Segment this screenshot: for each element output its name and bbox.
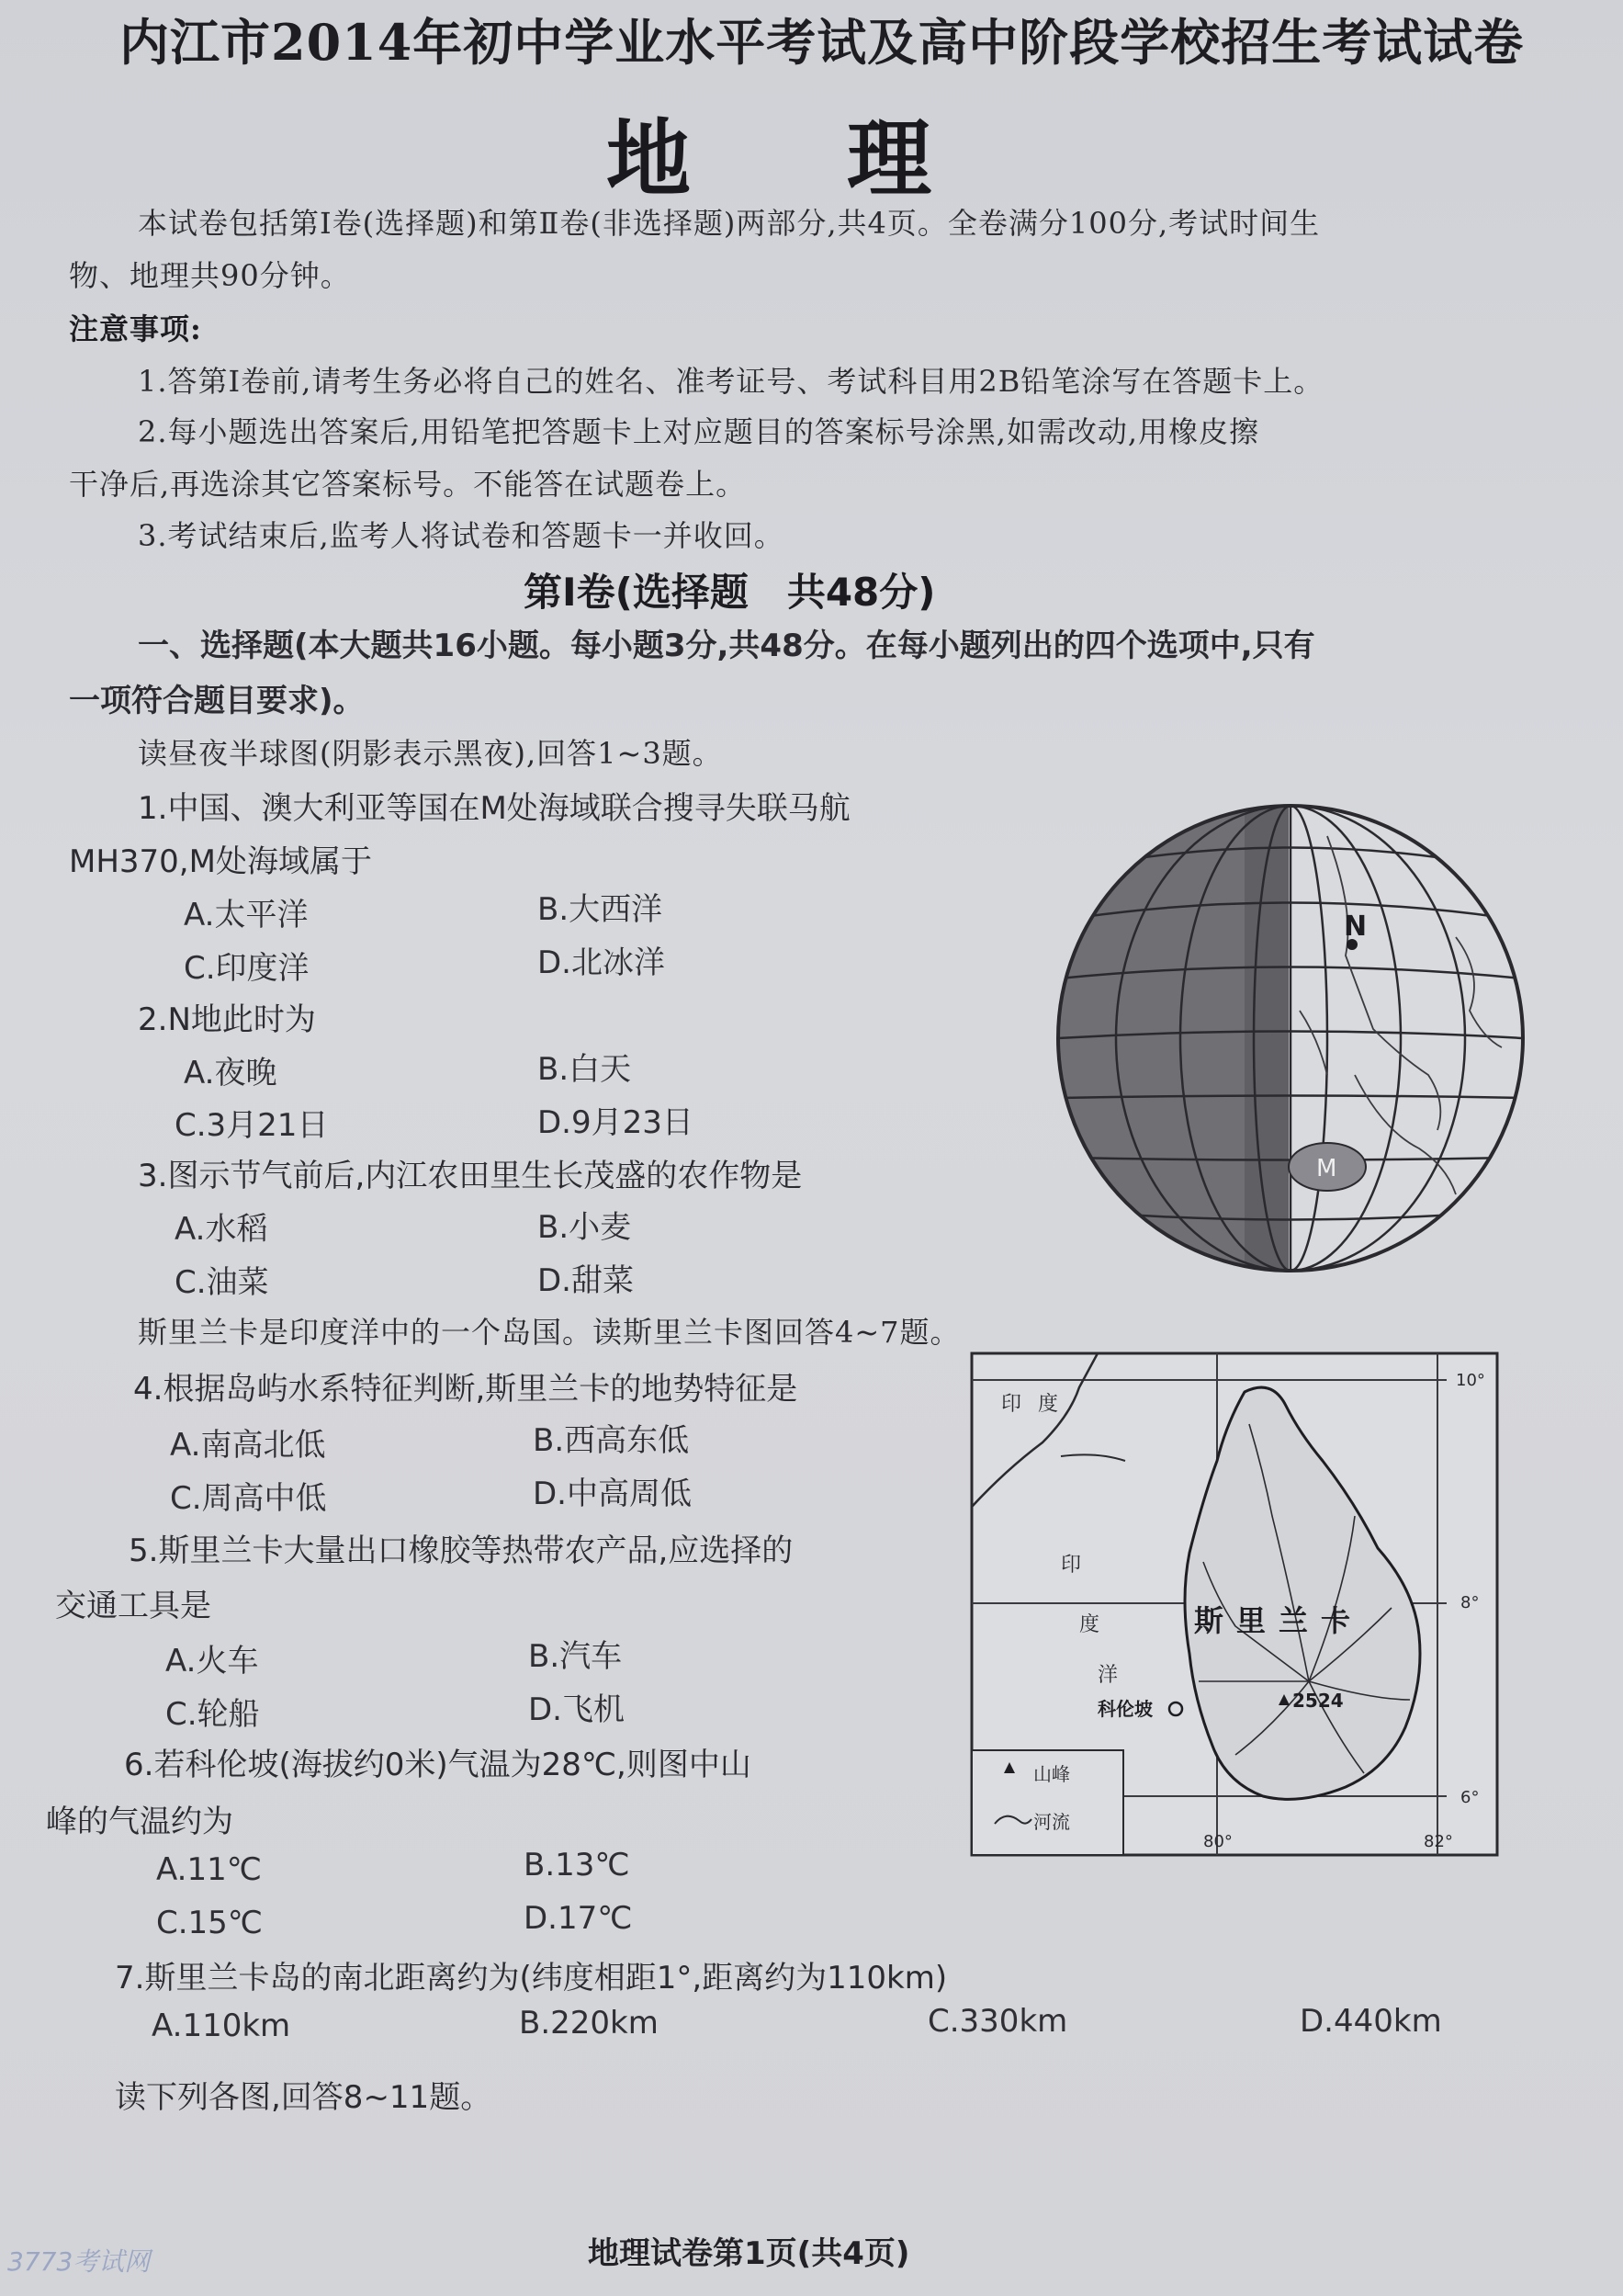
ocean-label-1: 印 bbox=[1061, 1554, 1082, 1577]
q7-option-a: A.110km bbox=[152, 2008, 291, 2044]
question-5-line-a: 5.斯里兰卡大量出口橡胶等热带农产品,应选择的 bbox=[129, 1533, 794, 1569]
notice-heading: 注意事项: bbox=[69, 311, 202, 346]
lat-10-label: 10° bbox=[1456, 1371, 1485, 1390]
notice-3: 3.考试结束后,监考人将试卷和答题卡一并收回。 bbox=[138, 518, 784, 553]
intro-line-1: 本试卷包括第Ⅰ卷(选择题)和第Ⅱ卷(非选择题)两部分,共4页。全卷满分100分,考试时间生 bbox=[138, 206, 1321, 241]
q6-option-c: C.15℃ bbox=[156, 1905, 263, 1941]
lon-82-label: 82° bbox=[1424, 1832, 1453, 1851]
area-m-label: M bbox=[1316, 1155, 1337, 1182]
question-5-line-b: 交通工具是 bbox=[55, 1588, 211, 1624]
lat-8-label: 8° bbox=[1460, 1593, 1480, 1612]
peak-elevation-label: 2524 bbox=[1292, 1690, 1344, 1712]
q1-option-c: C.印度洋 bbox=[184, 950, 310, 987]
map-svg bbox=[969, 1351, 1502, 1858]
legend-peak-label: 山峰 bbox=[1033, 1763, 1070, 1785]
globe-svg bbox=[1052, 799, 1529, 1277]
india-label-2: 度 bbox=[1038, 1393, 1059, 1416]
notice-2a: 2.每小题选出答案后,用铅笔把答题卡上对应题目的答案标号涂黑,如需改动,用橡皮擦 bbox=[138, 414, 1260, 449]
q1-option-a: A.太平洋 bbox=[184, 897, 309, 933]
q4-option-c: C.周高中低 bbox=[170, 1480, 327, 1517]
subject-title: 地理 bbox=[606, 109, 1088, 209]
ocean-label-3: 洋 bbox=[1098, 1664, 1119, 1687]
q6-option-a: A.11℃ bbox=[156, 1851, 262, 1888]
site-watermark: 3773考试网 bbox=[7, 2246, 151, 2277]
q2-option-a: A.夜晚 bbox=[184, 1055, 277, 1091]
country-label: 斯里兰卡 bbox=[1194, 1603, 1364, 1638]
day-night-globe-figure bbox=[1052, 799, 1529, 1277]
sri-lanka-map-figure bbox=[969, 1351, 1502, 1858]
q5-option-b: B.汽车 bbox=[528, 1638, 623, 1675]
question-1-line-b: MH370,M处海域属于 bbox=[69, 843, 372, 880]
q5-option-d: D.飞机 bbox=[528, 1691, 625, 1728]
point-n-label: N bbox=[1344, 910, 1368, 943]
question-2: 2.N地此时为 bbox=[138, 1001, 316, 1038]
page-footer: 地理试卷第1页(共4页) bbox=[588, 2235, 910, 2272]
legend-river-label: 河流 bbox=[1033, 1811, 1070, 1833]
question-3: 3.图示节气前后,内江农田里生长茂盛的农作物是 bbox=[138, 1158, 803, 1194]
section-instruction-a: 一、选择题(本大题共16小题。每小题3分,共48分。在每小题列出的四个选项中,只有 bbox=[138, 628, 1315, 664]
intro-line-2: 物、地理共90分钟。 bbox=[69, 258, 351, 293]
q7-option-b: B.220km bbox=[519, 2005, 659, 2042]
exam-title: 内江市2014年初中学业水平考试及高中阶段学校招生考试试卷 bbox=[119, 13, 1525, 72]
section-instruction-b: 一项符合题目要求)。 bbox=[69, 683, 365, 719]
q7-option-c: C.330km bbox=[928, 2003, 1068, 2040]
q7-option-d: D.440km bbox=[1300, 2003, 1442, 2040]
section-title: 第Ⅰ卷(选择题 共48分) bbox=[524, 570, 936, 615]
india-label-1: 印 bbox=[1001, 1393, 1022, 1416]
q4-option-a: A.南高北低 bbox=[170, 1427, 326, 1464]
question-6-line-b: 峰的气温约为 bbox=[46, 1804, 233, 1840]
question-6-line-a: 6.若科伦坡(海拔约0米)气温为28℃,则图中山 bbox=[124, 1747, 751, 1783]
notice-1: 1.答第Ⅰ卷前,请考生务必将自己的姓名、准考证号、考试科目用2B铅笔涂写在答题卡上。 bbox=[138, 364, 1324, 399]
reading-prompt-2: 斯里兰卡是印度洋中的一个岛国。读斯里兰卡图回答4~7题。 bbox=[138, 1315, 961, 1350]
q6-option-d: D.17℃ bbox=[524, 1900, 633, 1937]
question-1-line-a: 1.中国、澳大利亚等国在M处海域联合搜寻失联马航 bbox=[138, 790, 851, 827]
q4-option-d: D.中高周低 bbox=[533, 1476, 692, 1512]
q3-option-c: C.油菜 bbox=[175, 1264, 269, 1301]
q2-option-c: C.3月21日 bbox=[175, 1107, 329, 1144]
q2-option-b: B.白天 bbox=[537, 1051, 632, 1088]
q6-option-b: B.13℃ bbox=[524, 1847, 630, 1883]
colombo-label: 科伦坡 bbox=[1098, 1698, 1153, 1720]
ocean-label-2: 度 bbox=[1079, 1613, 1100, 1636]
q2-option-d: D.9月23日 bbox=[537, 1104, 693, 1141]
question-7: 7.斯里兰卡岛的南北距离约为(纬度相距1°,距离约为110km) bbox=[115, 1960, 948, 1996]
q5-option-c: C.轮船 bbox=[165, 1696, 260, 1733]
q3-option-a: A.水稻 bbox=[175, 1211, 268, 1248]
question-4: 4.根据岛屿水系特征判断,斯里兰卡的地势特征是 bbox=[133, 1371, 798, 1408]
q1-option-d: D.北冰洋 bbox=[537, 944, 665, 981]
lon-80-label: 80° bbox=[1203, 1832, 1233, 1851]
q4-option-b: B.西高东低 bbox=[533, 1422, 690, 1459]
reading-prompt-1: 读昼夜半球图(阴影表示黑夜),回答1~3题。 bbox=[138, 736, 723, 771]
q1-option-b: B.大西洋 bbox=[537, 891, 663, 928]
lat-6-label: 6° bbox=[1460, 1788, 1480, 1807]
notice-2b: 干净后,再选涂其它答案标号。不能答在试题卷上。 bbox=[69, 467, 747, 502]
q3-option-d: D.甜菜 bbox=[537, 1262, 634, 1299]
q3-option-b: B.小麦 bbox=[537, 1209, 632, 1246]
reading-prompt-3: 读下列各图,回答8~11题。 bbox=[115, 2079, 492, 2116]
q5-option-a: A.火车 bbox=[165, 1643, 259, 1680]
